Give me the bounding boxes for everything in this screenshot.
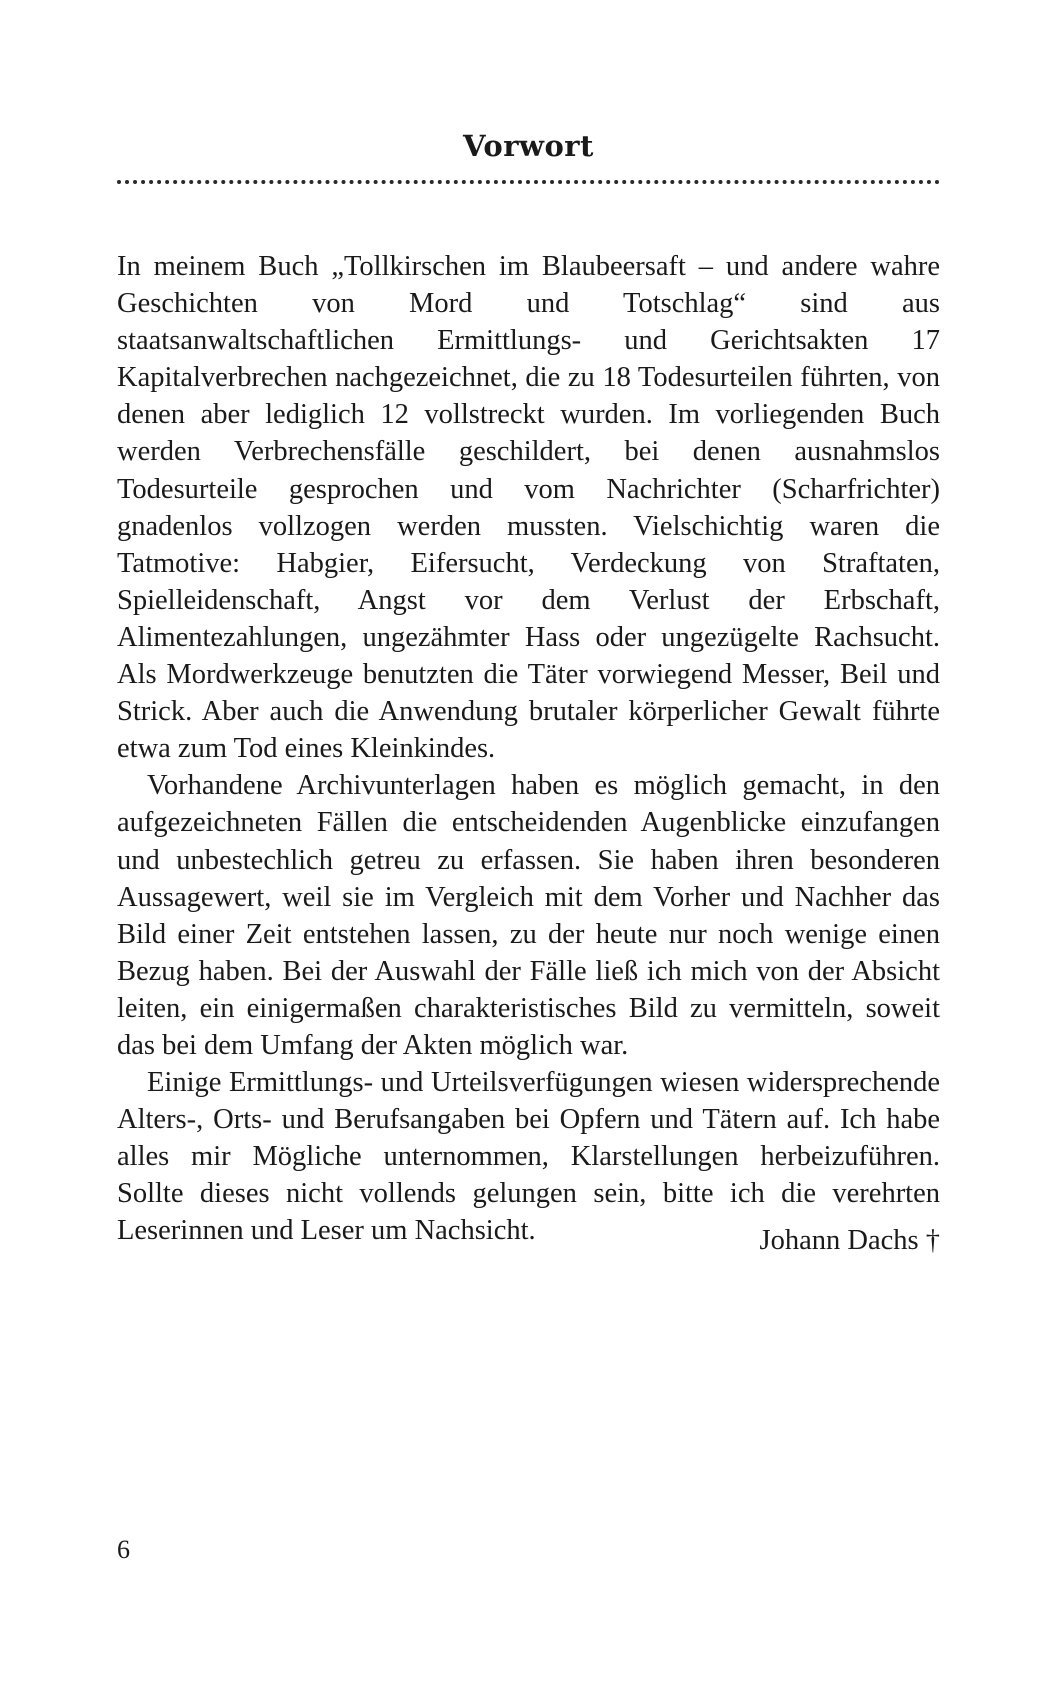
body-text: [117, 248, 940, 1250]
paragraph-2: Vorhandene Archivunterlagen haben es möglich gemacht, in den aufgezeichneten Fällen die entscheidenden Augenblicke einzufangen und unbestechlich getreu zu erfassen. Sie haben ihren besonderen Aussagewert, weil sie im Vergleich mit dem Vorher und Nachher das Bild einer Zeit entstehen lassen, zu der heute nur noch wenige einen Bezug haben. Bei der Auswahl der Fälle ließ ich mich von der Absicht leiten, ein einigermaßen charakteristisches Bild zu vermitteln, soweit das bei dem Umfang der Akten möglich war.: [117, 770, 940, 1061]
paragraph-1: In meinem Buch „Tollkirschen im Blaubeersaft – und andere wahre Geschichten von Mord und Totschlag“ sind aus staatsanwaltschaftlichen Ermittlungs- und Gerichtsakten 17 Kapitalverbrechen nachgezeichnet, die zu 18 Todesurteilen führten, von denen aber lediglich 12 vollstreckt wurden. Im vorliegenden Buch werden Verbrechensfälle geschildert, bei denen ausnahmslos Todesurteile gesprochen und vom Nachrichter (Scharfrichter) gnadenlos vollzogen werden mussten. Vielschichtig waren die Tatmotive: Habgier, Eifersucht, Verdeckung von Straftaten, Spielleidenschaft, Angst vor dem Verlust der Erbschaft, Alimentezahlungen, ungezähmter Hass oder ungezügelte Rachsucht. Als Mordwerkzeuge benutzten die Täter vorwiegend Messer, Beil und Strick. Aber auch die Anwendung brutaler körperlicher Gewalt führte etwa zum Tod eines Kleinkindes.: [117, 251, 940, 765]
paragraph-3: Einige Ermittlungs- und Urteilsverfügungen wiesen widersprechende Alters-, Orts- und Berufsangaben bei Opfern und Tätern auf. Ich habe alles mir Mögliche unternommen, Klarstellungen herbeizuführen. Sollte dieses nicht vollends gelungen sein, bitte ich die verehrten Leserinnen und Leser um Nachsicht.: [117, 1067, 940, 1247]
page-title: Vorwort: [463, 129, 594, 163]
dotted-divider: [117, 180, 940, 184]
author-signature: Johann Dachs †: [759, 1225, 940, 1256]
page-number: 6: [117, 1535, 130, 1564]
